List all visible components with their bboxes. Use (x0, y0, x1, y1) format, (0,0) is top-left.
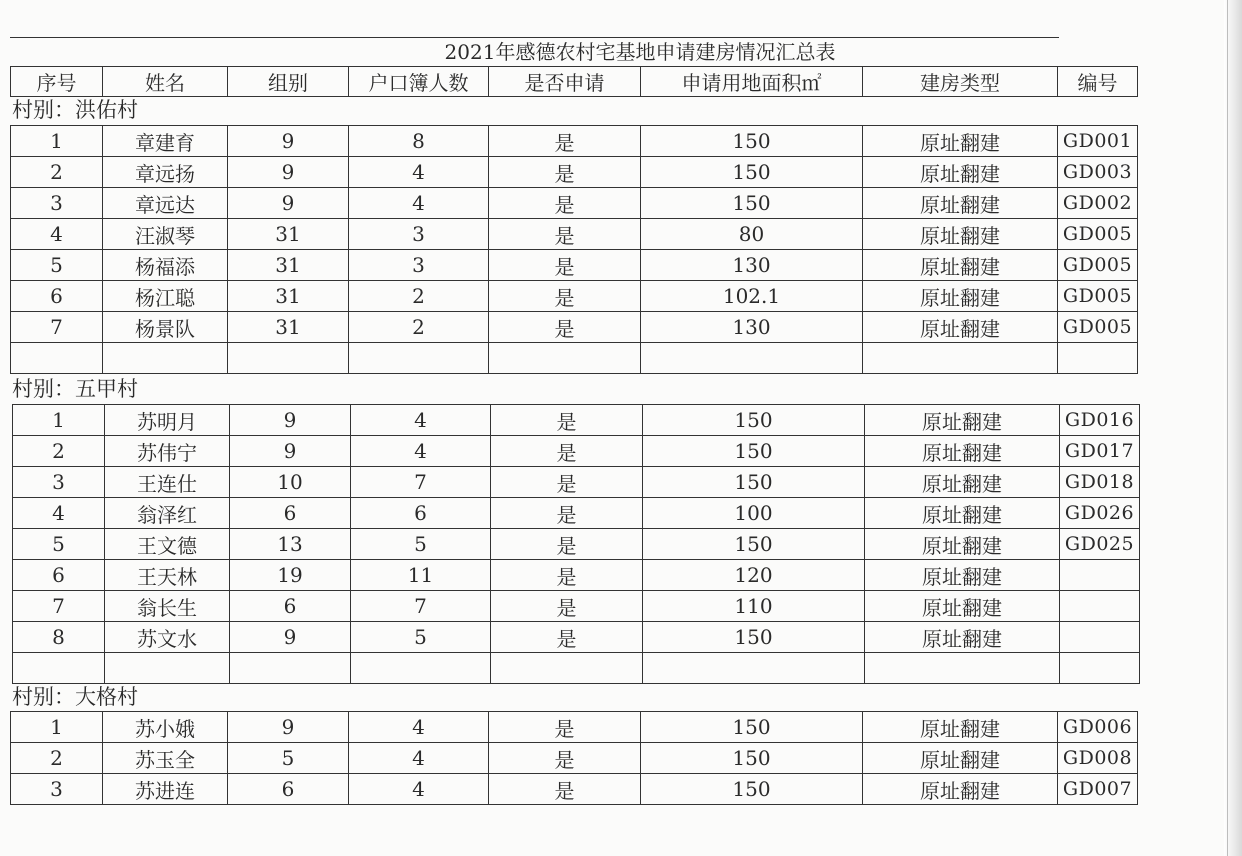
cell-team: 31 (228, 250, 349, 281)
cell-applied: 是 (491, 436, 643, 467)
cell-team (230, 653, 351, 684)
cell-build-type: 原址翻建 (865, 498, 1060, 529)
cell-code (1060, 622, 1140, 653)
cell-team: 9 (230, 405, 351, 436)
cell-area: 110 (643, 591, 865, 622)
cell-seq (13, 653, 105, 684)
table-row (13, 498, 1140, 529)
cell-household-size: 4 (349, 157, 489, 188)
cell-area: 150 (643, 467, 865, 498)
cell-area: 130 (641, 250, 863, 281)
cell-build-type: 原址翻建 (863, 281, 1058, 312)
cell-household-size (349, 343, 489, 374)
cell-applied: 是 (491, 405, 643, 436)
cell-team: 5 (228, 743, 349, 774)
header-applied: 是否申请 (489, 67, 641, 97)
cell-applied: 是 (489, 157, 641, 188)
header-build-type: 建房类型 (863, 67, 1058, 97)
cell-build-type: 原址翻建 (863, 712, 1058, 743)
cell-team: 9 (230, 622, 351, 653)
cell-seq: 7 (13, 591, 105, 622)
cell-household-size: 7 (351, 591, 491, 622)
header-name: 姓名 (103, 67, 228, 97)
cell-team: 10 (230, 467, 351, 498)
cell-name: 王天林 (105, 560, 230, 591)
cell-name: 章建育 (103, 126, 228, 157)
cell-seq: 5 (13, 529, 105, 560)
table-row (11, 281, 1138, 312)
cell-build-type: 原址翻建 (865, 622, 1060, 653)
header-household-size: 户口簿人数 (349, 67, 489, 97)
cell-seq: 3 (13, 467, 105, 498)
cell-team: 31 (228, 312, 349, 343)
cell-code: GD002 (1058, 188, 1138, 219)
cell-build-type: 原址翻建 (863, 743, 1058, 774)
cell-name: 杨福添 (103, 250, 228, 281)
cell-code (1060, 560, 1140, 591)
cell-household-size: 6 (351, 498, 491, 529)
cell-household-size: 7 (351, 467, 491, 498)
cell-household-size: 2 (349, 281, 489, 312)
cell-area: 80 (641, 219, 863, 250)
cell-build-type: 原址翻建 (865, 405, 1060, 436)
cell-household-size: 4 (349, 743, 489, 774)
table-row (13, 653, 1140, 684)
cell-area: 150 (641, 126, 863, 157)
header-seq: 序号 (11, 67, 103, 97)
group-label-hongyou: 村别：洪佑村 (12, 98, 138, 122)
cell-team: 13 (230, 529, 351, 560)
table-row (11, 126, 1138, 157)
cell-build-type (865, 653, 1060, 684)
cell-team: 6 (230, 591, 351, 622)
cell-area: 150 (641, 157, 863, 188)
table-row (13, 560, 1140, 591)
cell-seq: 5 (11, 250, 103, 281)
table-row (11, 312, 1138, 343)
cell-team: 9 (228, 712, 349, 743)
table-row (13, 622, 1140, 653)
cell-household-size: 4 (349, 774, 489, 805)
cell-seq: 7 (11, 312, 103, 343)
table-row (13, 529, 1140, 560)
cell-household-size: 2 (349, 312, 489, 343)
cell-name: 章远扬 (103, 157, 228, 188)
cell-household-size: 3 (349, 219, 489, 250)
cell-code: GD001 (1058, 126, 1138, 157)
cell-area: 150 (643, 436, 865, 467)
cell-household-size: 3 (349, 250, 489, 281)
cell-code: GD003 (1058, 157, 1138, 188)
cell-build-type: 原址翻建 (863, 188, 1058, 219)
cell-area: 150 (643, 405, 865, 436)
cell-area: 150 (641, 712, 863, 743)
table-row (11, 743, 1138, 774)
cell-code: GD005 (1058, 250, 1138, 281)
cell-applied: 是 (489, 219, 641, 250)
cell-area: 150 (641, 743, 863, 774)
cell-team: 31 (228, 219, 349, 250)
cell-build-type: 原址翻建 (865, 591, 1060, 622)
document-title: 2021年感德农村宅基地申请建房情况汇总表 (444, 40, 836, 64)
cell-name: 杨景队 (103, 312, 228, 343)
cell-household-size (351, 653, 491, 684)
cell-household-size: 5 (351, 529, 491, 560)
cell-seq: 2 (11, 743, 103, 774)
table-row (11, 774, 1138, 805)
cell-build-type: 原址翻建 (863, 312, 1058, 343)
cell-seq: 6 (13, 560, 105, 591)
group-table-dage (10, 711, 1138, 805)
group-label-dage: 村别：大格村 (12, 685, 138, 709)
cell-name: 苏玉全 (103, 743, 228, 774)
cell-applied: 是 (491, 560, 643, 591)
cell-code: GD006 (1058, 712, 1138, 743)
cell-applied: 是 (489, 743, 641, 774)
table-row (11, 157, 1138, 188)
cell-seq: 4 (11, 219, 103, 250)
cell-seq (11, 343, 103, 374)
group-table-wujia (12, 404, 1140, 684)
cell-code (1060, 591, 1140, 622)
cell-build-type: 原址翻建 (865, 436, 1060, 467)
cell-team: 9 (228, 126, 349, 157)
cell-applied: 是 (491, 498, 643, 529)
cell-team: 6 (228, 774, 349, 805)
header-team: 组别 (228, 67, 349, 97)
table-row (13, 467, 1140, 498)
cell-household-size: 4 (349, 188, 489, 219)
cell-name (105, 653, 230, 684)
cell-applied: 是 (491, 529, 643, 560)
cell-household-size: 8 (349, 126, 489, 157)
cell-code: GD007 (1058, 774, 1138, 805)
cell-applied: 是 (489, 126, 641, 157)
cell-team: 9 (228, 188, 349, 219)
cell-applied (491, 653, 643, 684)
cell-area: 150 (643, 529, 865, 560)
cell-seq: 6 (11, 281, 103, 312)
cell-code: GD025 (1060, 529, 1140, 560)
cell-build-type: 原址翻建 (863, 250, 1058, 281)
cell-area: 150 (643, 622, 865, 653)
cell-area: 150 (641, 188, 863, 219)
cell-build-type: 原址翻建 (865, 560, 1060, 591)
cell-name: 王文德 (105, 529, 230, 560)
cell-area: 100 (643, 498, 865, 529)
cell-applied: 是 (489, 281, 641, 312)
cell-household-size: 5 (351, 622, 491, 653)
cell-name: 汪淑琴 (103, 219, 228, 250)
top-rule (10, 37, 1059, 38)
cell-household-size: 4 (349, 712, 489, 743)
table-row (13, 436, 1140, 467)
cell-code: GD026 (1060, 498, 1140, 529)
cell-build-type: 原址翻建 (863, 157, 1058, 188)
cell-team: 6 (230, 498, 351, 529)
table-row (13, 405, 1140, 436)
cell-area: 102.1 (641, 281, 863, 312)
cell-name: 苏进连 (103, 774, 228, 805)
cell-seq: 1 (11, 126, 103, 157)
cell-code: GD005 (1058, 281, 1138, 312)
cell-seq: 2 (13, 436, 105, 467)
cell-name: 章远达 (103, 188, 228, 219)
table-row (11, 250, 1138, 281)
table-row (11, 188, 1138, 219)
header-code: 编号 (1058, 67, 1138, 97)
cell-name: 苏明月 (105, 405, 230, 436)
cell-team: 19 (230, 560, 351, 591)
cell-team: 9 (230, 436, 351, 467)
cell-team: 31 (228, 281, 349, 312)
group-table-hongyou (10, 125, 1138, 374)
cell-applied: 是 (489, 712, 641, 743)
cell-seq: 1 (11, 712, 103, 743)
cell-name: 苏伟宁 (105, 436, 230, 467)
table-row (13, 591, 1140, 622)
table-row (11, 343, 1138, 374)
cell-build-type: 原址翻建 (863, 219, 1058, 250)
cell-seq: 2 (11, 157, 103, 188)
cell-code (1060, 653, 1140, 684)
cell-household-size: 4 (351, 405, 491, 436)
cell-applied: 是 (489, 250, 641, 281)
cell-code: GD018 (1060, 467, 1140, 498)
cell-applied: 是 (489, 774, 641, 805)
cell-applied (489, 343, 641, 374)
cell-code: GD016 (1060, 405, 1140, 436)
cell-area: 150 (641, 774, 863, 805)
header-row (11, 67, 1138, 97)
cell-seq: 1 (13, 405, 105, 436)
cell-area (643, 653, 865, 684)
cell-code (1058, 343, 1138, 374)
header-area: 申请用地面积㎡ (641, 67, 863, 97)
cell-household-size: 11 (351, 560, 491, 591)
cell-seq: 8 (13, 622, 105, 653)
cell-name (103, 343, 228, 374)
cell-team: 9 (228, 157, 349, 188)
cell-name: 翁长生 (105, 591, 230, 622)
cell-seq: 3 (11, 188, 103, 219)
cell-name: 翁泽红 (105, 498, 230, 529)
cell-area (641, 343, 863, 374)
table-row (11, 219, 1138, 250)
table-row (11, 712, 1138, 743)
cell-code: GD005 (1058, 312, 1138, 343)
cell-area: 130 (641, 312, 863, 343)
cell-applied: 是 (489, 312, 641, 343)
cell-code: GD005 (1058, 219, 1138, 250)
cell-seq: 3 (11, 774, 103, 805)
cell-applied: 是 (489, 188, 641, 219)
header-table (10, 66, 1138, 97)
cell-name: 苏小娥 (103, 712, 228, 743)
cell-code: GD008 (1058, 743, 1138, 774)
cell-seq: 4 (13, 498, 105, 529)
cell-applied: 是 (491, 467, 643, 498)
cell-code: GD017 (1060, 436, 1140, 467)
cell-build-type (863, 343, 1058, 374)
cell-team (228, 343, 349, 374)
page-edge-line (1227, 0, 1228, 856)
cell-household-size: 4 (351, 436, 491, 467)
group-label-wujia: 村别：五甲村 (12, 377, 138, 401)
cell-name: 杨江聪 (103, 281, 228, 312)
cell-area: 120 (643, 560, 865, 591)
cell-applied: 是 (491, 591, 643, 622)
cell-build-type: 原址翻建 (863, 126, 1058, 157)
cell-applied: 是 (491, 622, 643, 653)
cell-build-type: 原址翻建 (863, 774, 1058, 805)
cell-name: 王连仕 (105, 467, 230, 498)
cell-name: 苏文水 (105, 622, 230, 653)
cell-build-type: 原址翻建 (865, 467, 1060, 498)
cell-build-type: 原址翻建 (865, 529, 1060, 560)
